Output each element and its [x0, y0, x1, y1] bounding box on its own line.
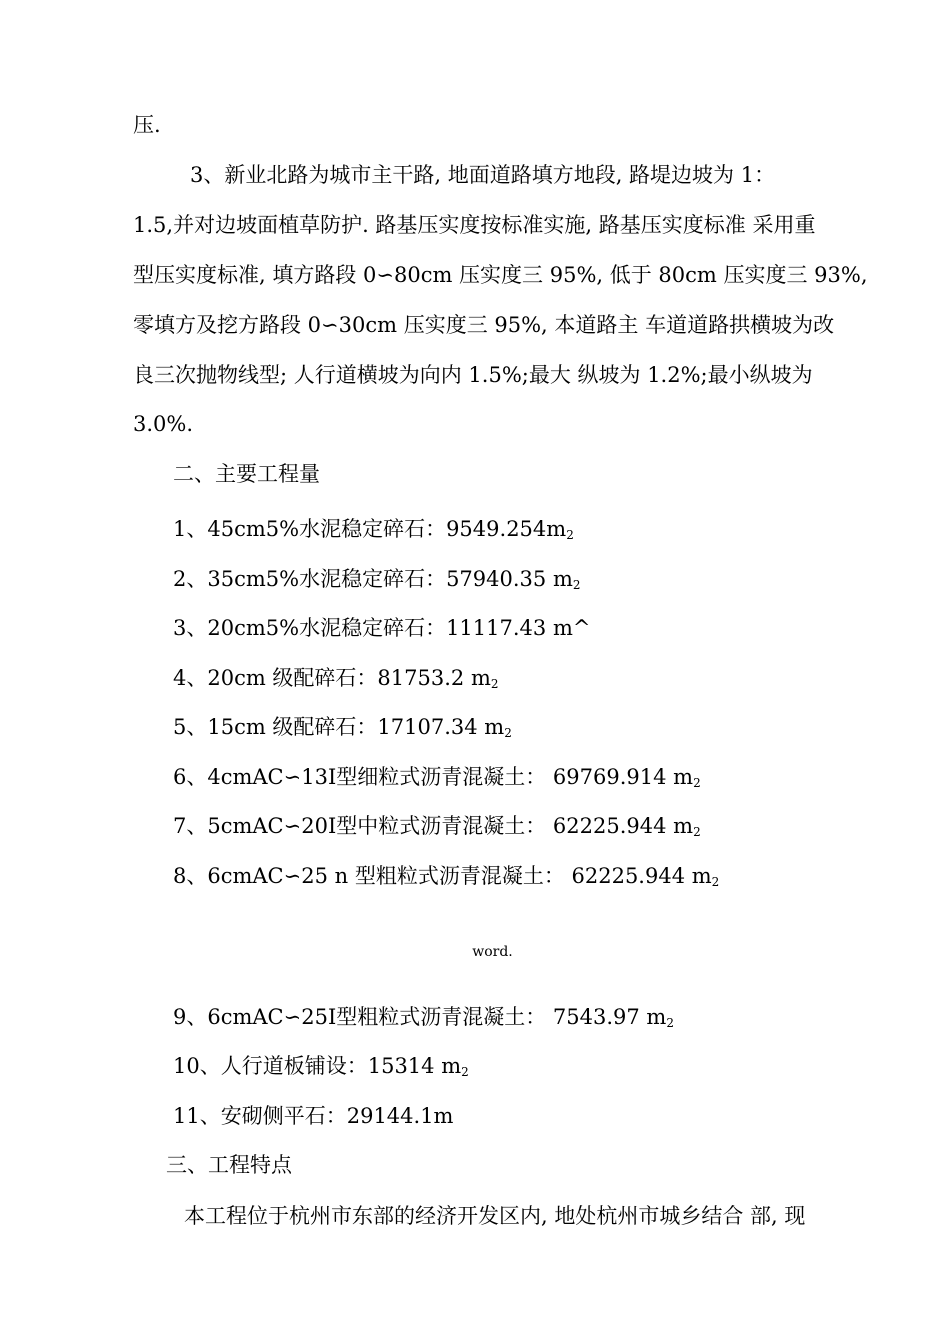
section-heading: 三、工程特点 — [166, 1153, 292, 1177]
list-item — [173, 1102, 453, 1136]
paragraph-line: 型压实度标准, 填方路段 0∽80cm 压实度三 95%, 低于 80cm 压实度三 93%, — [133, 263, 868, 287]
list-item — [173, 565, 581, 599]
item-text: 5、15cm 级配碎石：17107.34 m — [173, 715, 505, 739]
item-text: 9、6cmAC∽25Ⅰ型粗粒式沥青混凝土： 7543.97 m — [173, 1005, 667, 1029]
item-text: 4、20cm 级配碎石：81753.2 m — [173, 666, 491, 690]
list-item — [173, 515, 574, 549]
list-item — [173, 862, 719, 896]
list-item — [173, 1003, 674, 1037]
item-text: 6、4cmAC∽13Ⅰ型细粒式沥青混凝土： 69769.914 m — [173, 765, 694, 789]
section-heading: 二、主要工程量 — [173, 462, 320, 486]
list-item — [173, 614, 590, 648]
paragraph-line: 3.0%. — [133, 412, 194, 436]
item-text: 7、5cmAC∽20Ⅰ型中粒式沥青混凝土： 62225.944 m — [173, 814, 694, 838]
paragraph-line: 3、新业北路为城市主干路, 地面道路填方地段, 路堤边坡为 1： — [190, 163, 776, 187]
list-item — [173, 713, 512, 747]
unit-subscript: 2 — [711, 875, 720, 889]
unit-subscript: 2 — [461, 1065, 469, 1079]
item-text: 10、人行道板铺设：15314 m — [173, 1054, 462, 1078]
item-text: 8、6cmAC∽25 n 型粗粒式沥青混凝土： 62225.944 m — [173, 864, 712, 888]
list-item — [173, 763, 701, 797]
list-item — [173, 1052, 469, 1086]
item-text: 3、20cm5%水泥稳定碎石：11117.43 m^ — [173, 616, 591, 640]
paragraph-line: 本工程位于杭州市东部的经济开发区内, 地处杭州市城乡结合 部, 现 — [184, 1204, 806, 1228]
paragraph-continuation: 压. — [133, 113, 161, 137]
item-text: 11、安砌侧平石：29144.1m — [173, 1104, 454, 1128]
unit-subscript: 2 — [693, 776, 701, 790]
paragraph-line: 1.5,并对边坡面植草防护. 路基压实度按标准实施, 路基压实度标准 采用重 — [133, 213, 816, 237]
unit-subscript: 2 — [693, 825, 701, 839]
paragraph-line: 良三次抛物线型; 人行道横坡为向内 1.5%;最大 纵坡为 1.2%;最小纵坡为 — [133, 363, 813, 387]
unit-subscript: 2 — [566, 528, 574, 542]
page-footer: word. — [472, 944, 513, 960]
list-item — [173, 812, 701, 846]
paragraph-line: 零填方及挖方路段 0∽30cm 压实度三 95%, 本道路主 车道道路拱横坡为改 — [133, 313, 835, 337]
unit-subscript: 2 — [504, 726, 512, 740]
list-item — [173, 664, 499, 698]
unit-subscript: 2 — [572, 578, 581, 592]
unit-subscript: 2 — [490, 677, 499, 691]
item-text: 2、35cm5%水泥稳定碎石：57940.35 m — [173, 567, 573, 591]
unit-subscript: 2 — [666, 1016, 674, 1030]
item-text: 1、45cm5%水泥稳定碎石：9549.254m — [173, 517, 567, 541]
